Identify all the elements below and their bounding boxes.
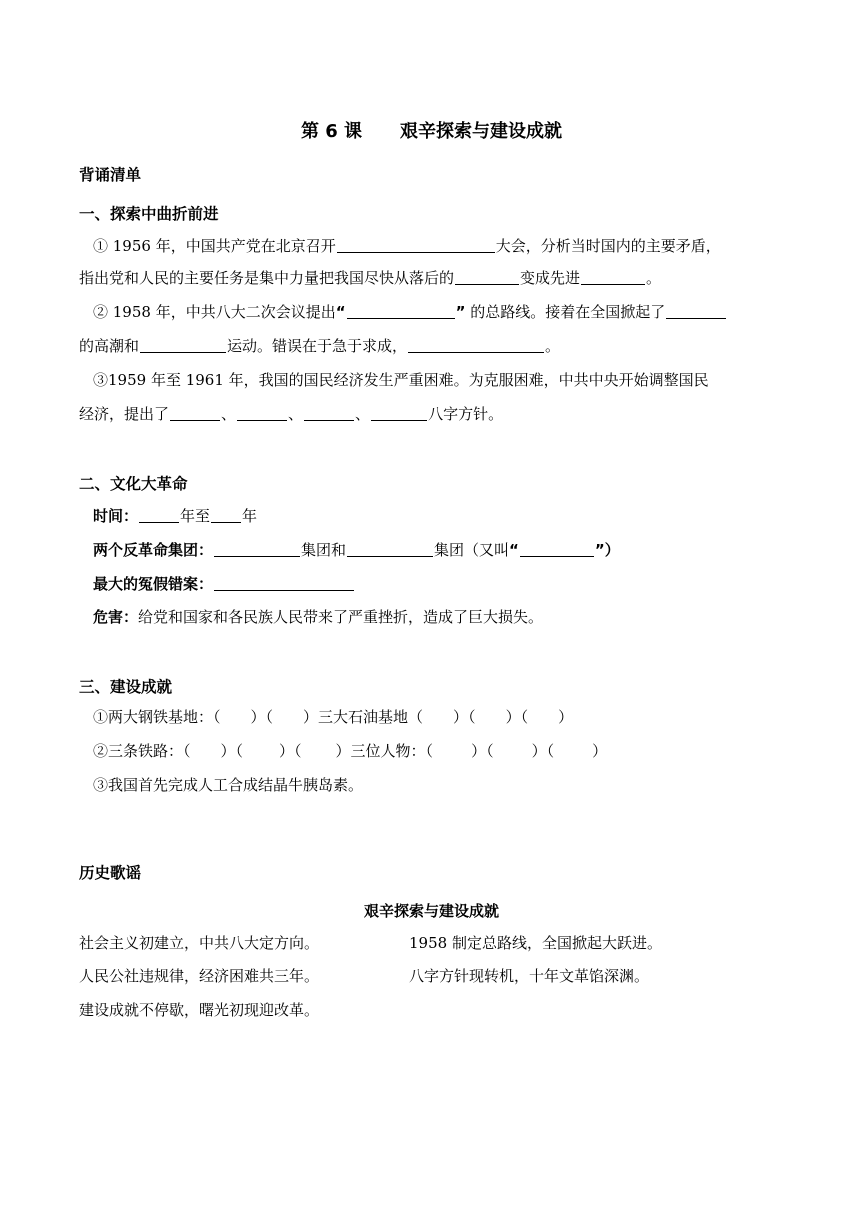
part2-time: 时间： 年至 年	[93, 507, 258, 525]
blank-group-1[interactable]	[214, 555, 300, 557]
section-memorize-heading: 背诵清单	[79, 166, 142, 184]
part2-heading: 二、文化大革命	[79, 475, 188, 493]
blank-error[interactable]	[408, 351, 544, 353]
part3-line2: ②三条铁路：（ ）（ ）（ ）三位人物：（ ）（ ）（ ）	[93, 742, 608, 760]
blank-general-line[interactable]	[347, 317, 455, 319]
part2-case: 最大的冤假错案：	[93, 574, 355, 594]
part3-line1: ①两大钢铁基地：（ ）（ ）三大石油基地（ ）（ ）（ ）	[93, 708, 574, 726]
blank-biggest-case[interactable]	[214, 589, 354, 591]
blank-advanced[interactable]	[581, 283, 645, 285]
song-row2-left: 人民公社违规律，经济困难共三年。	[79, 967, 320, 985]
blank-policy-1[interactable]	[170, 419, 220, 421]
song-row2-right: 八字方针现转机，十年文革馅深渊。	[409, 967, 650, 985]
part1-para1-line2: 指出党和人民的主要任务是集中力量把我国尽快从落后的 变成先进 。	[79, 269, 662, 287]
part3-line3: ③我国首先完成人工合成结晶牛胰岛素。	[93, 776, 364, 794]
part2-groups: 两个反革命集团： 集团和 集团（又叫“ ”）	[93, 541, 620, 559]
blank-start-year[interactable]	[139, 521, 179, 523]
part1-para3-line1: ③1959 年至 1961 年，我国的国民经济发生严重困难。为克服困难，中共中央开始调整国民	[93, 371, 709, 389]
part1-para1-line1: ① 1956 年，中国共产党在北京召开 大会，分析当时国内的主要矛盾，	[93, 237, 721, 255]
part3-heading: 三、建设成就	[79, 678, 173, 696]
blank-policy-3[interactable]	[304, 419, 354, 421]
blank-backward[interactable]	[455, 283, 519, 285]
blank-upsurge[interactable]	[666, 317, 726, 319]
part1-para3-line2: 经济，提出了 、 、 、 八字方针。	[79, 405, 504, 423]
blank-congress[interactable]	[337, 251, 495, 253]
section-song-heading: 历史歌谣	[79, 864, 142, 882]
song-row1-right: 1958 制定总路线，全国掀起大跃进。	[409, 934, 662, 952]
lesson-number: 第 6 课	[300, 121, 363, 142]
blank-policy-2[interactable]	[237, 419, 287, 421]
part2-harm: 危害：给党和国家和各民族人民带来了严重挫折，造成了巨大损失。	[93, 608, 544, 626]
part1-para2-line2: 的高潮和 运动。错误在于急于求成， 。	[79, 337, 561, 355]
song-row3-left: 建设成就不停歇，曙光初现迎改革。	[79, 1001, 320, 1019]
blank-group-2[interactable]	[347, 555, 433, 557]
blank-end-year[interactable]	[211, 521, 241, 523]
blank-policy-4[interactable]	[371, 419, 427, 421]
part1-heading: 一、探索中曲折前进	[79, 205, 219, 223]
part1-para2-line1: ② 1958 年，中共八大二次会议提出“ ” 的总路线。接着在全国掀起了	[93, 302, 727, 322]
lesson-name: 艰辛探索与建设成就	[400, 121, 563, 142]
lesson-title	[79, 117, 784, 143]
blank-movement[interactable]	[140, 351, 226, 353]
song-row1-left: 社会主义初建立，中共八大定方向。	[79, 934, 320, 952]
blank-group-nickname[interactable]	[520, 555, 594, 557]
song-title: 艰辛探索与建设成就	[363, 902, 499, 920]
